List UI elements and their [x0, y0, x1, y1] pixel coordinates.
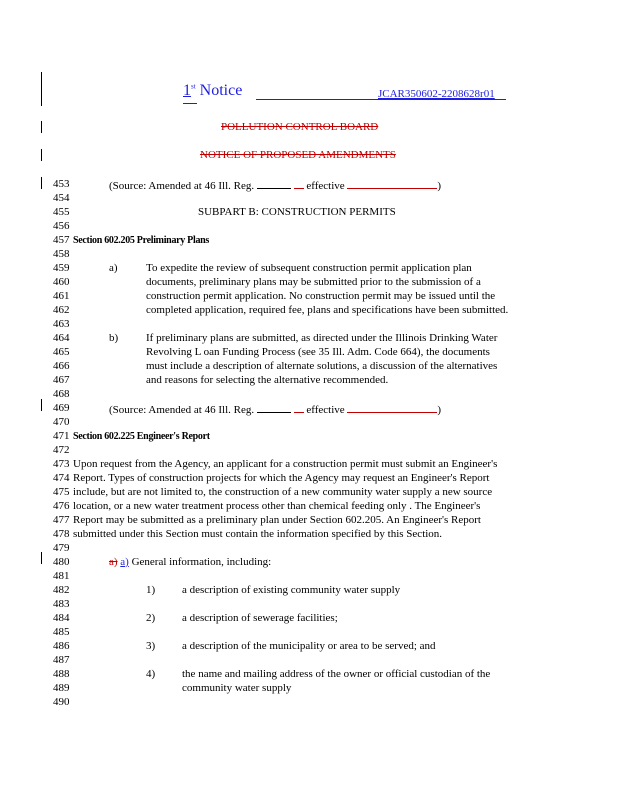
change-bar [41, 177, 42, 189]
line-number: 478 [53, 528, 70, 540]
paragraph-line: completed application, required fee, plans and specifications have been submitted. [146, 304, 509, 316]
line-number: 485 [53, 626, 70, 638]
section-602-205-heading: Section 602.205 Preliminary Plans [73, 235, 210, 246]
general-info-text: General information, including: [131, 556, 272, 568]
line-number: 470 [53, 416, 70, 428]
change-bar [41, 121, 42, 133]
line-number: 473 [53, 458, 70, 470]
line-number: 469 [53, 402, 70, 414]
line-number: 486 [53, 640, 70, 652]
notice-superscript: st [191, 82, 196, 91]
change-bar [41, 399, 42, 411]
line-number: 476 [53, 500, 70, 512]
change-bar [41, 72, 42, 106]
effective-blank [347, 402, 437, 413]
board-title: POLLUTION CONTROL BOARD [221, 121, 379, 133]
line-number: 467 [53, 374, 70, 386]
line-number: 461 [53, 290, 70, 302]
list-number: 4) [146, 668, 156, 680]
line-number: 472 [53, 444, 70, 456]
list-item: the name and mailing address of the owner or official custodian of the [182, 668, 491, 680]
source-note [109, 178, 441, 193]
line-number: 479 [53, 542, 70, 554]
inserted-label: a) [120, 556, 129, 568]
paragraph-line: must include a description of alternate solutions, a discussion of the alternatives [146, 360, 498, 372]
line-number: 487 [53, 654, 70, 666]
line-number: 484 [53, 612, 70, 624]
list-item: a description of the municipality or area to be served; and [182, 640, 436, 652]
list-number: 3) [146, 640, 156, 652]
source-close: ) [437, 404, 442, 416]
list-item-continuation: community water supply [182, 682, 292, 694]
line-number: 462 [53, 304, 70, 316]
line-number: 483 [53, 598, 70, 610]
doc-id: JCAR350602-2208628r01 [378, 88, 495, 100]
header-mark [183, 103, 197, 104]
general-info-line [109, 556, 271, 569]
item-label: a) [109, 262, 118, 274]
line-number: 463 [53, 318, 70, 330]
line-number: 464 [53, 332, 70, 344]
reg-blank-red [294, 402, 304, 413]
notice-header [183, 82, 242, 100]
paragraph-line: include, but are not limited to, the construction of a new community water supply a new source [73, 486, 493, 498]
line-number: 459 [53, 262, 70, 274]
reg-blank-red [294, 178, 304, 189]
notice-number: 1 [183, 82, 191, 99]
line-number: 488 [53, 668, 70, 680]
reg-blank [257, 402, 291, 413]
line-number: 489 [53, 682, 70, 694]
source-text: (Source: Amended at 46 Ill. Reg. [109, 180, 255, 192]
reg-blank [257, 178, 291, 189]
line-number: 454 [53, 192, 70, 204]
effective-text: effective [306, 180, 345, 192]
paragraph-line: location, or a new water treatment process other than chemical feeding only . The Engineer's [73, 500, 481, 512]
paragraph-line: Report. Types of construction projects for which the Agency may request an Engineer's Report [73, 472, 490, 484]
line-number: 490 [53, 696, 70, 708]
list-number: 2) [146, 612, 156, 624]
line-number: 471 [53, 430, 70, 442]
paragraph-line: If preliminary plans are submitted, as directed under the Illinois Drinking Water [146, 332, 498, 344]
source-note [109, 402, 441, 417]
line-number: 474 [53, 472, 70, 484]
line-number: 458 [53, 248, 70, 260]
paragraph-line: documents, preliminary plans may be submitted prior to the submission of a [146, 276, 481, 288]
line-number: 453 [53, 178, 70, 190]
line-number: 457 [53, 234, 70, 246]
paragraph-line: construction permit application. No construction permit may be issued until the [146, 290, 496, 302]
line-number: 466 [53, 360, 70, 372]
subpart-heading: SUBPART B: CONSTRUCTION PERMITS [198, 206, 396, 218]
deleted-label: a) [109, 556, 118, 568]
list-item: a description of sewerage facilities; [182, 612, 338, 624]
paragraph-line: Upon request from the Agency, an applicant for a construction permit must submit an Engineer's [73, 458, 498, 470]
line-number: 481 [53, 570, 70, 582]
paragraph-line: and reasons for selecting the alternative recommended. [146, 374, 389, 386]
line-number: 468 [53, 388, 70, 400]
change-bar [41, 552, 42, 564]
line-number: 460 [53, 276, 70, 288]
line-number: 456 [53, 220, 70, 232]
source-text: (Source: Amended at 46 Ill. Reg. [109, 404, 255, 416]
change-bar [41, 149, 42, 161]
source-close: ) [437, 180, 442, 192]
line-number: 482 [53, 584, 70, 596]
line-number: 465 [53, 346, 70, 358]
list-item: a description of existing community water supply [182, 584, 401, 596]
effective-blank [347, 178, 437, 189]
notice-word: Notice [199, 82, 243, 99]
paragraph-line: Revolving L oan Funding Process (see 35 Ill. Adm. Code 664), the documents [146, 346, 490, 358]
paragraph-line: To expedite the review of subsequent construction permit application plan [146, 262, 472, 274]
paragraph-line: Report may be submitted as a preliminary plan under Section 602.205. An Engineer's Report [73, 514, 481, 526]
line-number: 477 [53, 514, 70, 526]
line-number: 455 [53, 206, 70, 218]
paragraph-line: submitted under this Section must contain the information specified by this Section. [73, 528, 443, 540]
list-number: 1) [146, 584, 156, 596]
line-number: 480 [53, 556, 70, 568]
item-label: b) [109, 332, 119, 344]
effective-text: effective [306, 404, 345, 416]
line-number: 475 [53, 486, 70, 498]
section-602-225-heading: Section 602.225 Engineer's Report [73, 431, 210, 442]
board-notice-title: NOTICE OF PROPOSED AMENDMENTS [200, 149, 396, 161]
